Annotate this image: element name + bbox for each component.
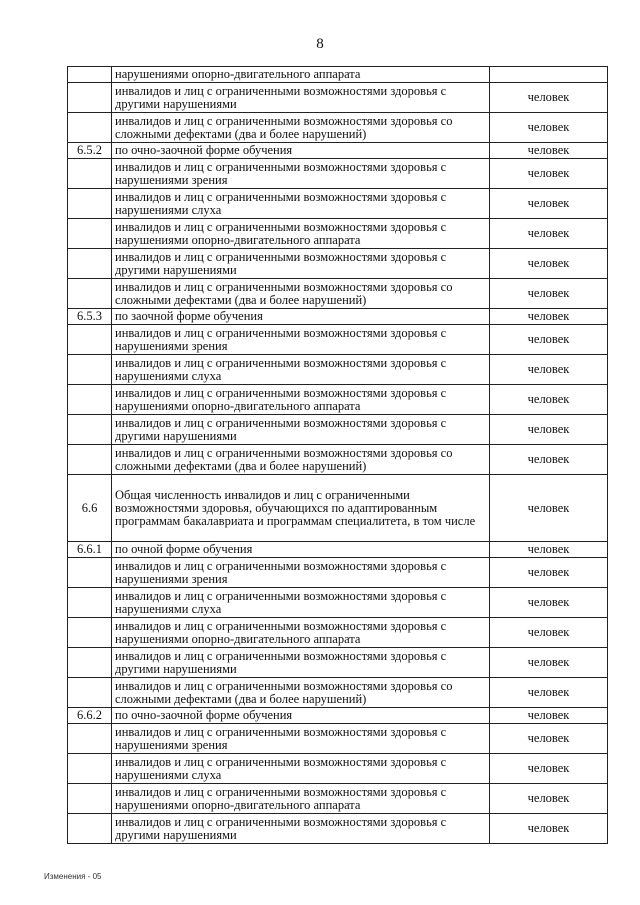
row-number-cell: 6.6.2 [68, 708, 112, 724]
row-description-cell: по очной форме обучения [112, 542, 490, 558]
row-unit-cell: человек [490, 279, 608, 309]
table-body [68, 67, 608, 844]
row-number-cell [68, 648, 112, 678]
row-description-cell: по очно-заочной форме обучения [112, 708, 490, 724]
table-row [68, 618, 608, 648]
row-number-cell [68, 754, 112, 784]
row-number-cell [68, 558, 112, 588]
row-description-cell: инвалидов и лиц с ограниченными возможностями здоровья с нарушениями опорно-двигательного аппарата [112, 618, 490, 648]
table-row [68, 678, 608, 708]
row-description-cell: инвалидов и лиц с ограниченными возможностями здоровья с нарушениями опорно-двигательного аппарата [112, 784, 490, 814]
row-unit-cell: человек [490, 588, 608, 618]
row-unit-cell: человек [490, 618, 608, 648]
table-row [68, 475, 608, 542]
table-row [68, 189, 608, 219]
footer-revision-note: Изменения - 05 [44, 872, 102, 881]
row-description-cell: инвалидов и лиц с ограниченными возможностями здоровья со сложными дефектами (два и более нарушений) [112, 445, 490, 475]
row-number-cell: 6.6.1 [68, 542, 112, 558]
row-description-cell: инвалидов и лиц с ограниченными возможностями здоровья с другими нарушениями [112, 415, 490, 445]
row-number-cell: 6.5.2 [68, 143, 112, 159]
row-number-cell [68, 784, 112, 814]
row-unit-cell: человек [490, 113, 608, 143]
row-number-cell [68, 678, 112, 708]
row-description-cell: нарушениями опорно-двигательного аппарата [112, 67, 490, 83]
table-row [68, 648, 608, 678]
table-row [68, 325, 608, 355]
table-row [68, 355, 608, 385]
row-number-cell [68, 189, 112, 219]
table-row [68, 279, 608, 309]
row-number-cell [68, 219, 112, 249]
table-row [68, 143, 608, 159]
row-unit-cell: человек [490, 678, 608, 708]
row-number-cell [68, 588, 112, 618]
table-row [68, 113, 608, 143]
row-number-cell [68, 618, 112, 648]
row-number-cell [68, 249, 112, 279]
table-row [68, 558, 608, 588]
row-description-cell: инвалидов и лиц с ограниченными возможностями здоровья с нарушениями зрения [112, 325, 490, 355]
row-description-cell: инвалидов и лиц с ограниченными возможностями здоровья с нарушениями слуха [112, 588, 490, 618]
row-description-cell: инвалидов и лиц с ограниченными возможностями здоровья с нарушениями слуха [112, 189, 490, 219]
row-description-cell: инвалидов и лиц с ограниченными возможностями здоровья с нарушениями зрения [112, 558, 490, 588]
row-unit-cell: человек [490, 325, 608, 355]
row-description-cell: инвалидов и лиц с ограниченными возможностями здоровья со сложными дефектами (два и более нарушений) [112, 678, 490, 708]
row-unit-cell: человек [490, 558, 608, 588]
row-unit-cell: человек [490, 542, 608, 558]
row-unit-cell: человек [490, 445, 608, 475]
row-unit-cell: человек [490, 784, 608, 814]
row-unit-cell: человек [490, 754, 608, 784]
table-row [68, 724, 608, 754]
table-row [68, 219, 608, 249]
row-unit-cell: человек [490, 708, 608, 724]
row-number-cell [68, 445, 112, 475]
row-description-cell: инвалидов и лиц с ограниченными возможностями здоровья с нарушениями опорно-двигательного аппарата [112, 219, 490, 249]
indicators-table [67, 66, 608, 844]
row-unit-cell: человек [490, 219, 608, 249]
table-row [68, 542, 608, 558]
row-description-cell: инвалидов и лиц с ограниченными возможностями здоровья с другими нарушениями [112, 648, 490, 678]
row-unit-cell: человек [490, 724, 608, 754]
row-number-cell [68, 67, 112, 83]
row-number-cell [68, 385, 112, 415]
row-description-cell: по очно-заочной форме обучения [112, 143, 490, 159]
row-description-cell: инвалидов и лиц с ограниченными возможностями здоровья со сложными дефектами (два и более нарушений) [112, 279, 490, 309]
table-row [68, 708, 608, 724]
row-description-cell: инвалидов и лиц с ограниченными возможностями здоровья с нарушениями слуха [112, 355, 490, 385]
row-number-cell [68, 279, 112, 309]
row-unit-cell: человек [490, 249, 608, 279]
table-row [68, 159, 608, 189]
row-number-cell [68, 113, 112, 143]
row-number-cell [68, 159, 112, 189]
page-number: 8 [316, 36, 324, 52]
table-row [68, 754, 608, 784]
row-unit-cell: человек [490, 189, 608, 219]
table-row [68, 445, 608, 475]
row-unit-cell: человек [490, 648, 608, 678]
row-description-cell: инвалидов и лиц с ограниченными возможностями здоровья с нарушениями зрения [112, 724, 490, 754]
row-unit-cell: человек [490, 415, 608, 445]
row-description-cell: инвалидов и лиц с ограниченными возможностями здоровья с нарушениями опорно-двигательного аппарата [112, 385, 490, 415]
row-description-cell: инвалидов и лиц с ограниченными возможностями здоровья с другими нарушениями [112, 249, 490, 279]
row-number-cell: 6.5.3 [68, 309, 112, 325]
table-row [68, 784, 608, 814]
row-description-cell: инвалидов и лиц с ограниченными возможностями здоровья с другими нарушениями [112, 83, 490, 113]
table-row [68, 67, 608, 83]
table-row [68, 309, 608, 325]
row-unit-cell: человек [490, 814, 608, 844]
row-unit-cell: человек [490, 159, 608, 189]
row-unit-cell: человек [490, 309, 608, 325]
row-description-cell: инвалидов и лиц с ограниченными возможностями здоровья с нарушениями зрения [112, 159, 490, 189]
row-unit-cell: человек [490, 143, 608, 159]
row-number-cell: 6.6 [68, 475, 112, 542]
row-description-cell: инвалидов и лиц с ограниченными возможностями здоровья с нарушениями слуха [112, 754, 490, 784]
row-description-cell: инвалидов и лиц с ограниченными возможностями здоровья со сложными дефектами (два и более нарушений) [112, 113, 490, 143]
row-unit-cell: человек [490, 355, 608, 385]
row-number-cell [68, 355, 112, 385]
row-number-cell [68, 724, 112, 754]
row-unit-cell [490, 67, 608, 83]
row-description-cell: Общая численность инвалидов и лиц с ограниченными возможностями здоровья, обучающихся по адаптированным программам бакалавриата и программам специалитета, в том числе [112, 475, 490, 542]
table-row [68, 83, 608, 113]
row-number-cell [68, 83, 112, 113]
row-description-cell: инвалидов и лиц с ограниченными возможностями здоровья с другими нарушениями [112, 814, 490, 844]
table-row [68, 814, 608, 844]
row-unit-cell: человек [490, 475, 608, 542]
table-row [68, 385, 608, 415]
row-number-cell [68, 814, 112, 844]
row-unit-cell: человек [490, 385, 608, 415]
table-row [68, 249, 608, 279]
row-number-cell [68, 415, 112, 445]
table-row [68, 588, 608, 618]
row-number-cell [68, 325, 112, 355]
row-unit-cell: человек [490, 83, 608, 113]
table-row [68, 415, 608, 445]
row-description-cell: по заочной форме обучения [112, 309, 490, 325]
